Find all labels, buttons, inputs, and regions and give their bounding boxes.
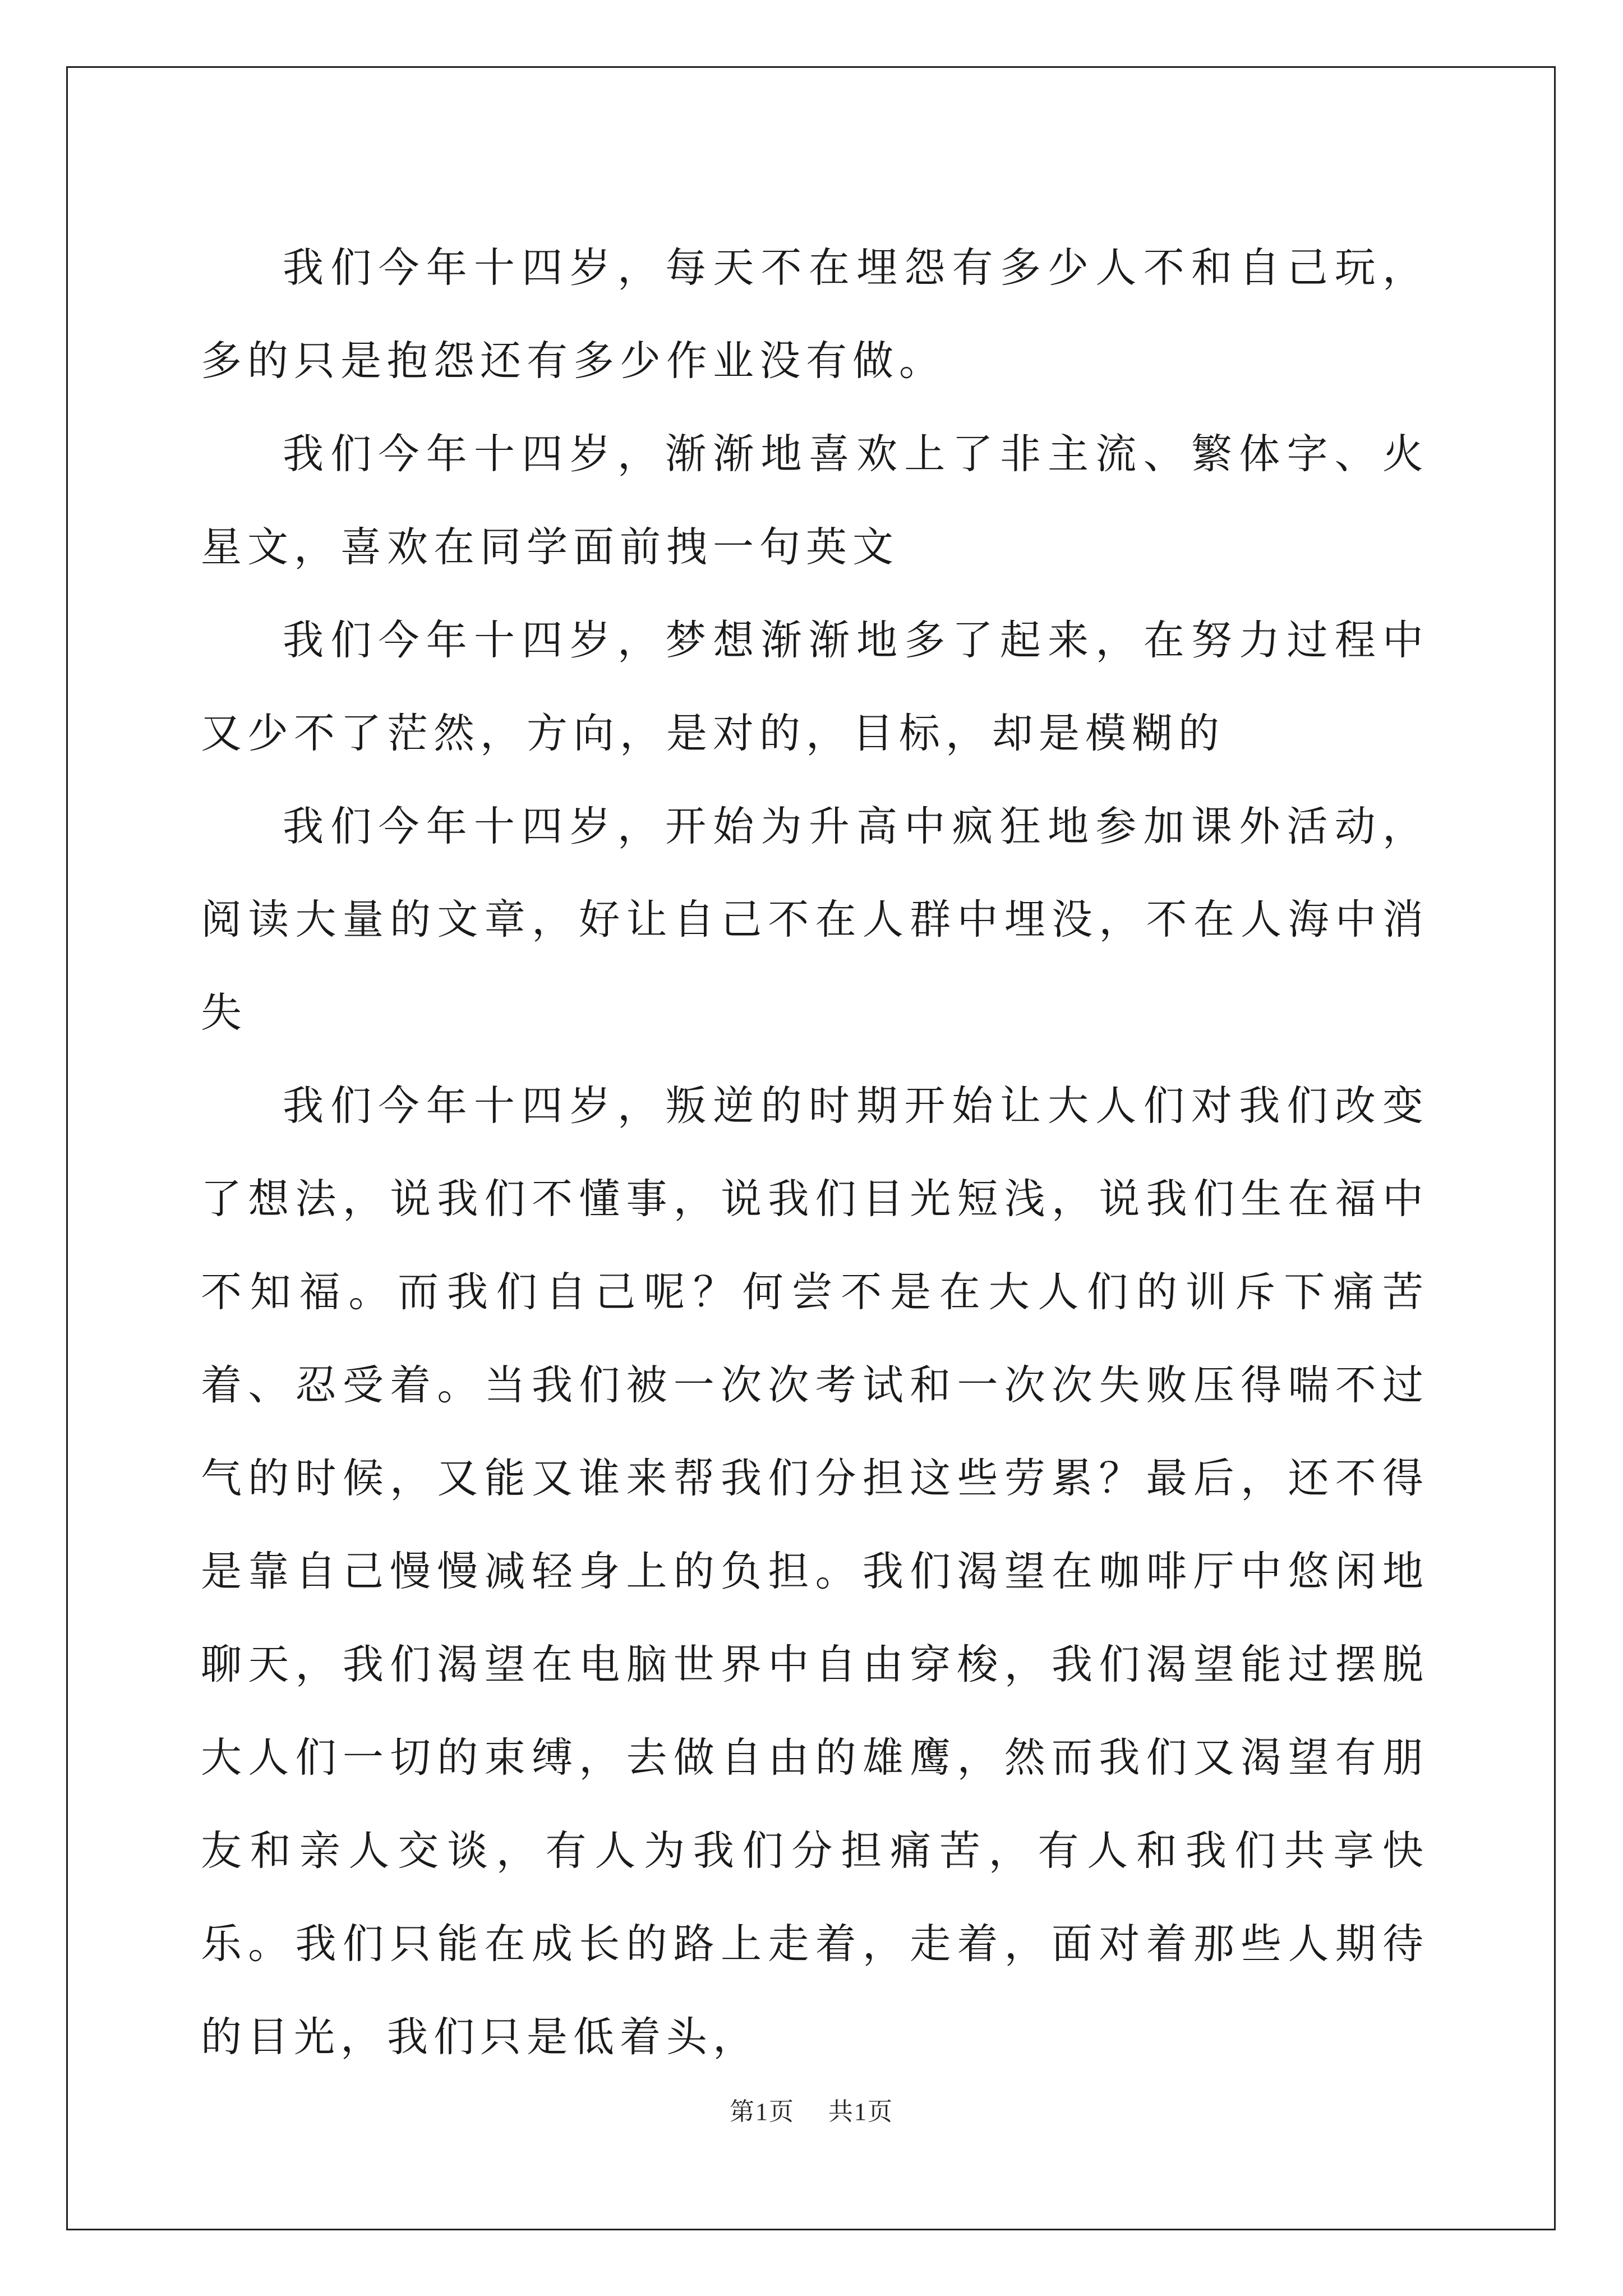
paragraph-3: 我们今年十四岁，梦想渐渐地多了起来，在努力过程中又少不了茫然，方向，是对的，目标，却是模糊的 [201, 616, 1429, 757]
page-number-current: 第1页 [730, 2098, 795, 2125]
paragraph-5: 我们今年十四岁，叛逆的时期开始让大人们对我们改变了想法，说我们不懂事，说我们目光短浅，说我们生在福中不知福。而我们自己呢？何尝不是在大人们的训斥下痛苦着、忍受着。当我们被一次次考试和一次次失败压得喘不过气的时候，又能又谁来帮我们分担这些劳累？最后，还不得是靠自己慢慢减轻身上的负担。我们渴望在咖啡厅中悠闲地聊天，我们渴望在电脑世界中自由穿梭，我们渴望能过摆脱大人们一切的束缚，去做自由的雄鹰，然而我们又渴望有朋友和亲人交谈，有人为我们分担痛苦，有人和我们共享快乐。我们只能在成长的路上走着，走着，面对着那些人期待的目光，我们只是低着头， [201, 1082, 1429, 2061]
page-number-total: 共1页 [828, 2098, 893, 2125]
document-body [201, 222, 1429, 2084]
paragraph-1: 我们今年十四岁，每天不在埋怨有多少人不和自己玩，多的只是抱怨还有多少作业没有做。 [201, 244, 1429, 385]
paragraph-4: 我们今年十四岁，开始为升高中疯狂地参加课外活动，阅读大量的文章，好让自己不在人群中埋没，不在人海中消失 [201, 803, 1429, 1037]
paragraph-2: 我们今年十四岁，渐渐地喜欢上了非主流、繁体字、火星文，喜欢在同学面前拽一句英文 [201, 430, 1429, 571]
page-footer [0, 2091, 1623, 2127]
